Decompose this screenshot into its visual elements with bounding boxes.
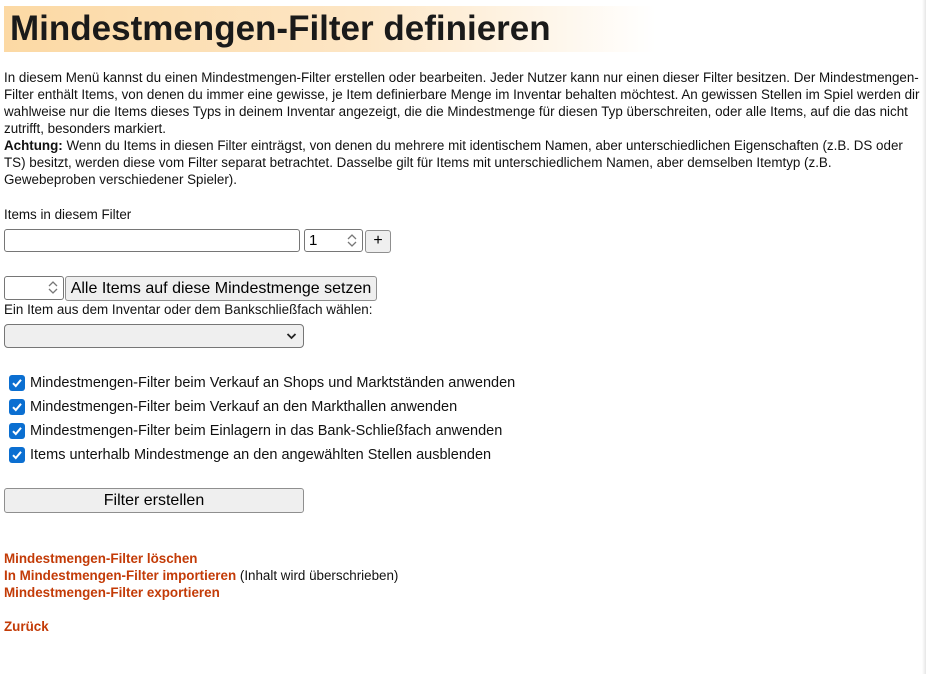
checkmark-icon xyxy=(11,377,23,389)
spinner-arrows-icon[interactable] xyxy=(46,279,60,296)
title-bar xyxy=(4,6,656,52)
item-quantity-value: 1 xyxy=(309,232,318,249)
checkbox-shops[interactable] xyxy=(9,375,25,391)
intro-paragraph: In diesem Menü kannst du einen Mindestmengen-Filter erstellen oder bearbeiten. Jeder Nutzer kann nur einen dieser Filter besitzen. Der Mindestmengen-Filter enthält Items, von denen du immer eine gewisse, je Item definierbare Menge im Inventar behalten möchtest. An gewissen Stellen im Spiel werden dir wahlweise nur die Items dieses Typs in deinem Inventar angezeigt, die die Mindestmenge für diesen Typ überschreiten, oder alle Items, auf die das nicht zutrifft, besonders markiert. xyxy=(4,70,920,136)
window-edge xyxy=(922,0,926,674)
item-name-input[interactable] xyxy=(4,229,300,252)
items-label: Items in diesem Filter xyxy=(4,207,132,222)
import-note: (Inhalt wird überschrieben) xyxy=(236,568,399,583)
checkbox-hide-label: Items unterhalb Mindestmenge an den angewählten Stellen ausblenden xyxy=(30,447,492,463)
import-filter-link[interactable]: In Mindestmengen-Filter importieren xyxy=(4,568,237,583)
intro-text xyxy=(4,69,922,188)
checkbox-hide[interactable] xyxy=(9,447,25,463)
inventory-item-select[interactable] xyxy=(4,324,304,348)
checkbox-markthallen[interactable] xyxy=(9,399,25,415)
checkmark-icon xyxy=(11,401,23,413)
delete-filter-link[interactable]: Mindestmengen-Filter löschen xyxy=(4,551,198,566)
bulk-quantity-input[interactable] xyxy=(4,276,64,300)
back-link[interactable]: Zurück xyxy=(4,619,49,634)
export-filter-link[interactable]: Mindestmengen-Filter exportieren xyxy=(4,585,220,600)
set-all-quantity-button[interactable]: Alle Items auf diese Mindestmenge setzen xyxy=(65,276,377,301)
checkbox-shops-label: Mindestmengen-Filter beim Verkauf an Shops und Marktständen anwenden xyxy=(30,375,516,391)
checkmark-icon xyxy=(11,425,23,437)
checkbox-markthallen-label: Mindestmengen-Filter beim Verkauf an den Markthallen anwenden xyxy=(30,399,458,415)
create-filter-button[interactable]: Filter erstellen xyxy=(4,488,304,513)
checkmark-icon xyxy=(11,449,23,461)
page-title: Mindestmengen-Filter definieren xyxy=(10,9,551,48)
checkbox-bank-label: Mindestmengen-Filter beim Einlagern in das Bank-Schließfach anwenden xyxy=(30,423,503,439)
checkbox-bank[interactable] xyxy=(9,423,25,439)
warning-label: Achtung: xyxy=(4,138,63,153)
item-quantity-input[interactable] xyxy=(304,229,363,252)
chevron-down-icon xyxy=(286,331,297,341)
inventory-select-label: Ein Item aus dem Inventar oder dem Bankschließfach wählen: xyxy=(4,302,373,317)
warning-text: Wenn du Items in diesen Filter einträgst, von denen du mehrere mit identischem Namen, aber unterschiedlichen Eigenschaften (z.B. DS oder TS) besitzt, werden diese vom Filter separat betrachtet. Dasselbe gilt für Items mit unterschiedlichem Namen, aber demselben Itemtyp (z.B. Gewebeproben verschiedener Spieler). xyxy=(4,138,903,187)
spinner-arrows-icon[interactable] xyxy=(345,232,359,249)
add-item-button[interactable]: + xyxy=(365,230,391,253)
